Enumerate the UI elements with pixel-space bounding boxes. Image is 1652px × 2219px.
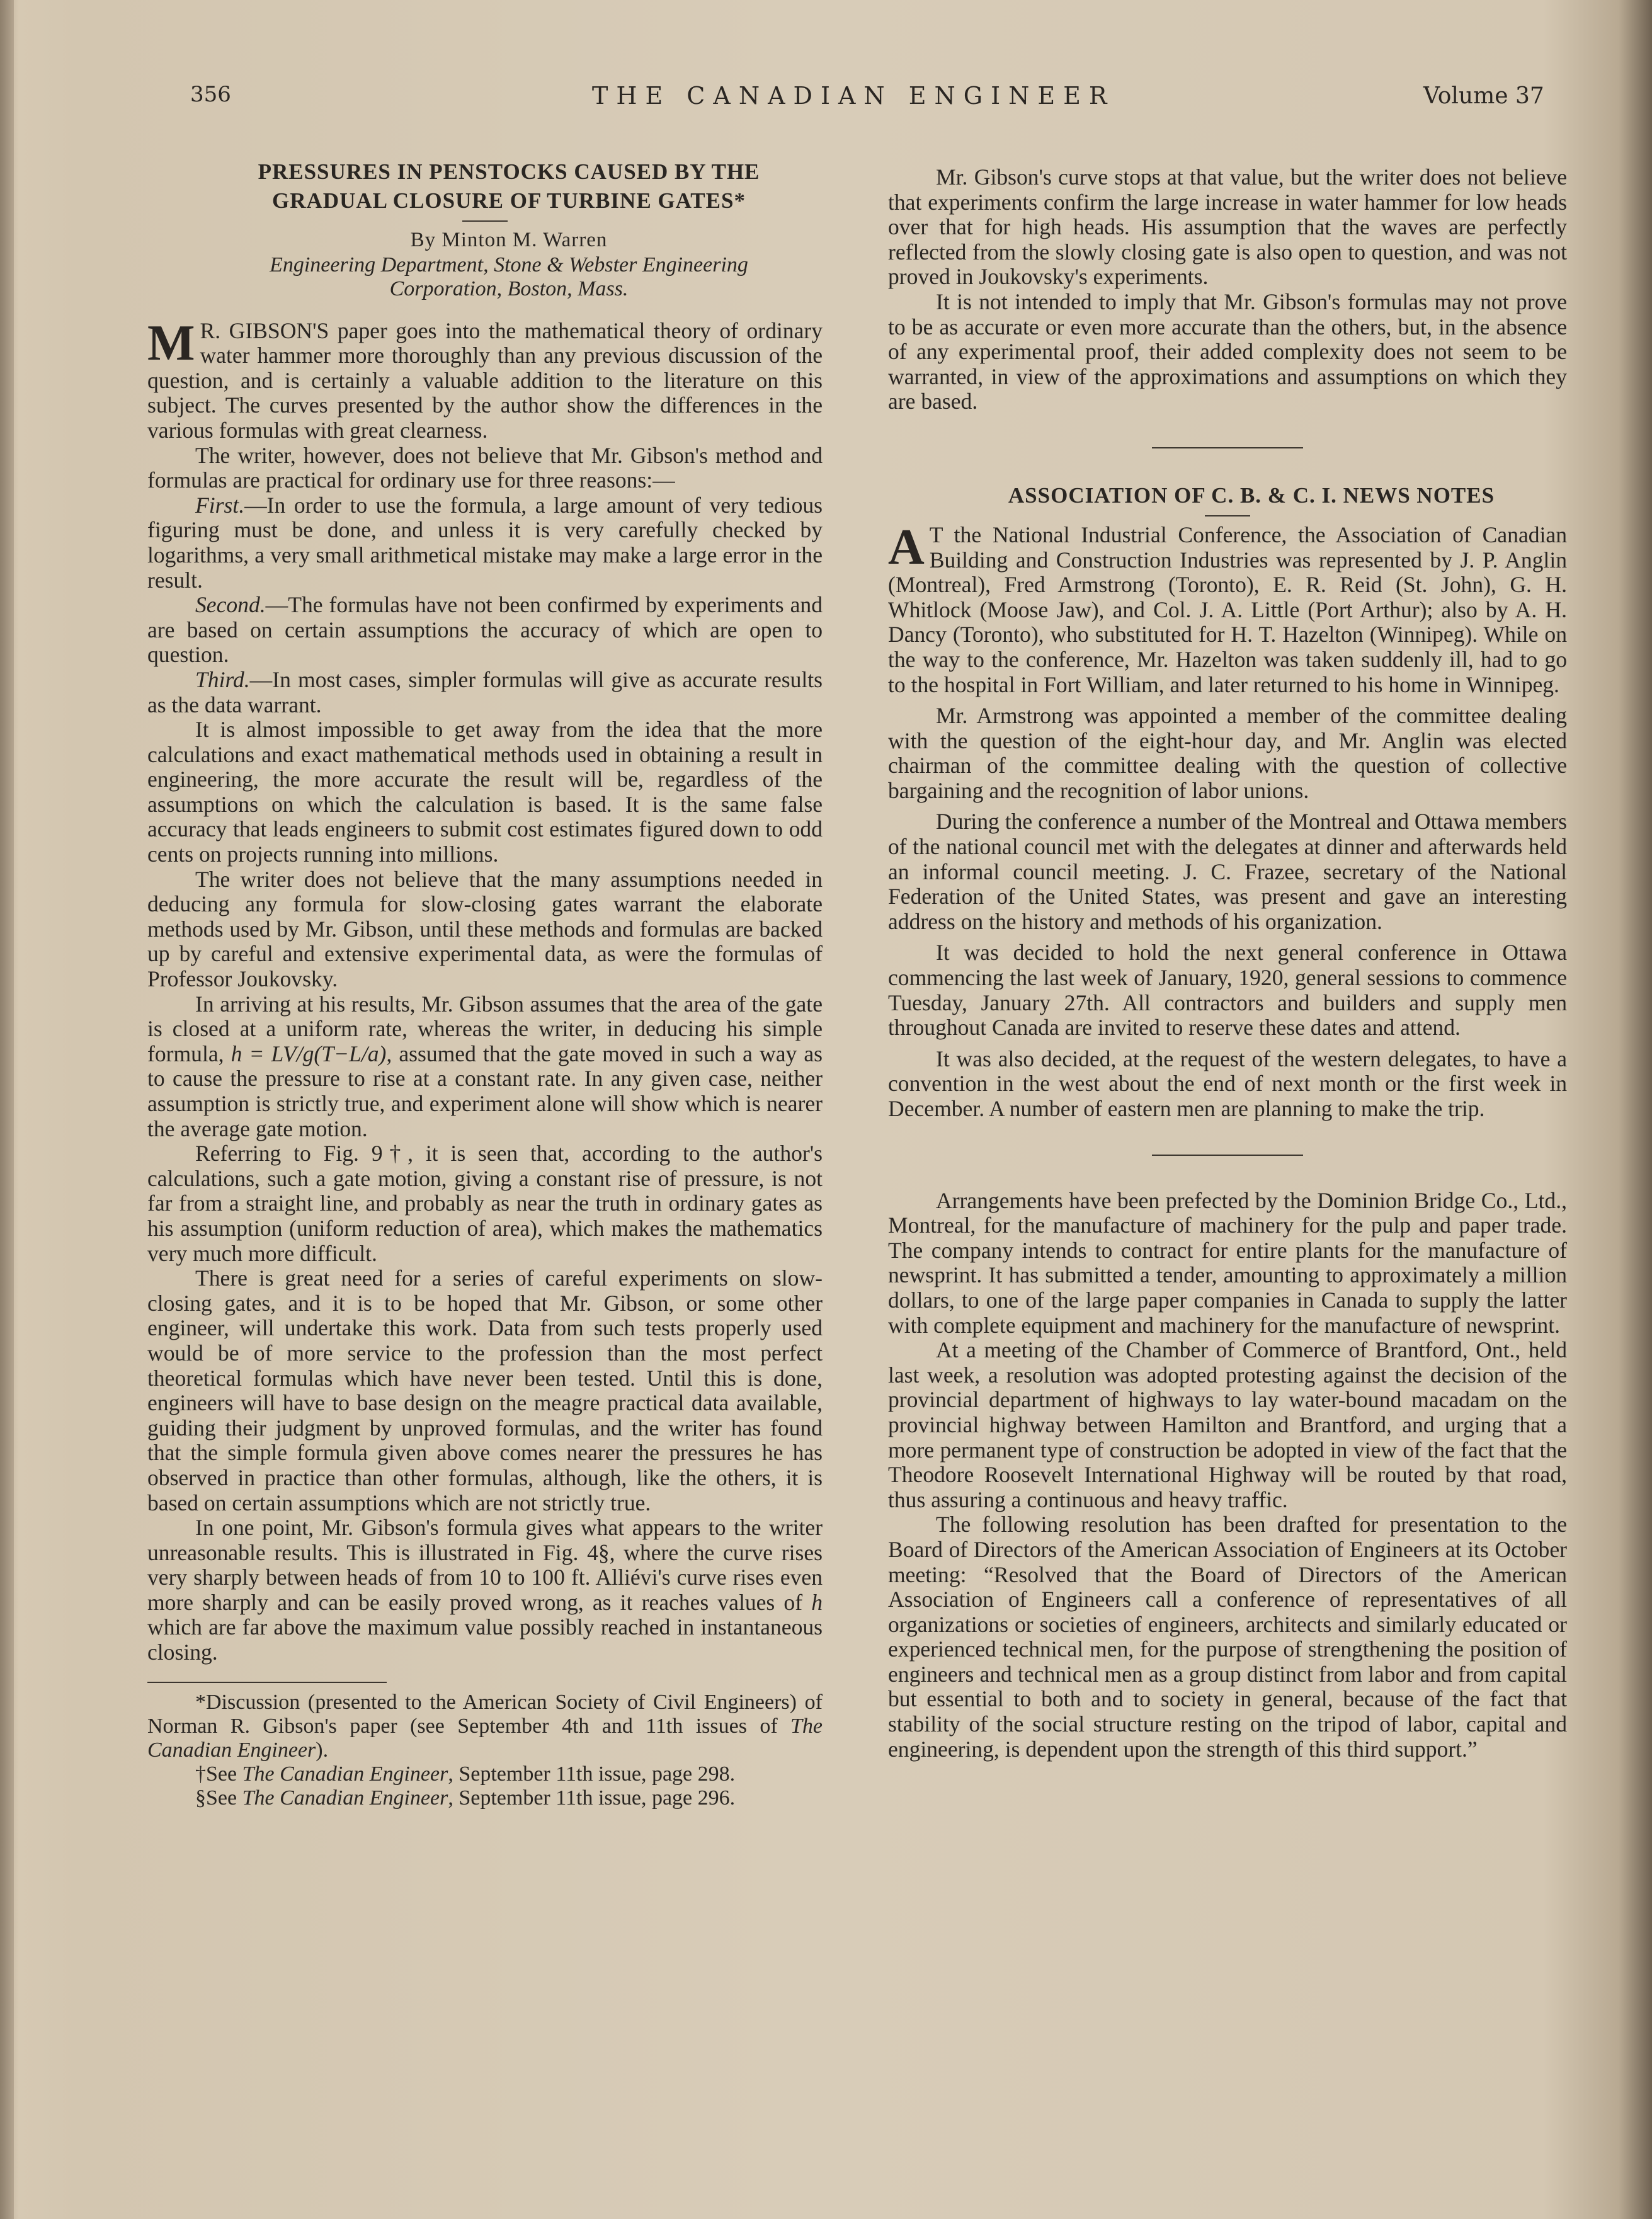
footnote (147, 1786, 823, 1810)
running-head (0, 82, 1652, 120)
paragraph-text: In arriving at his results, Mr. Gibson assumes that the area of the gate is closed at a uniform rate, whereas the writer, in deducing his simple formula, (147, 991, 823, 1066)
paragraph: The writer, however, does not believe that Mr. Gibson's method and formulas are practical for ordinary use for three reasons:— (147, 442, 823, 493)
footnote-divider (147, 1682, 387, 1683)
paragraph (147, 593, 823, 668)
footnote-text: *Discussion (presented to the American Society of Civil Engineers) of Norman R. Gibson's paper (see September 4th and 11th issues of (147, 1690, 823, 1738)
paragraph: It is not intended to imply that Mr. Gibson's formulas may not prove to be as accurate or even more accurate than the others, but, in the absence of any experimental proof, their added complexity does not seem to be warranted, in view of the approximations and assumptions on which they are based. (888, 288, 1567, 414)
paragraph-text: —In order to use the formula, a large amount of very tedious figuring must be done, and unless it is very carefully checked by logarithms, a very small arithmetical mistake may make a large error in the result. (147, 492, 823, 593)
article-title-line-2: GRADUAL CLOSURE OF TURBINE GATES* (272, 188, 746, 213)
enumeration-label: Second. (195, 592, 266, 618)
footnote-text: §See (195, 1786, 237, 1810)
footnotes (147, 1691, 823, 1810)
paragraph (147, 1515, 823, 1665)
drop-cap: M (147, 315, 195, 371)
footnote-text: , September 11th issue, page 296. (448, 1786, 736, 1810)
paragraph: There is great need for a series of careful experiments on slow-closing gates, and it is to be hoped that Mr. Gibson, or some other engineer, will undertake this work. Data from such tests properly used would be of more service to the profession than the most perfect theoretical formulas which have never been tested. Until this is done, engineers will have to base design on the meagre practical data available, guiding their judgment by unproved formulas, and the writer has found that the simple formula given above comes nearer the pressures he has observed in practice than other formulas, although, like the others, it is based on certain assumptions which are not strictly true. (147, 1265, 823, 1515)
paragraph: Mr. Armstrong was appointed a member of the committee dealing with the question of the eight-hour day, and Mr. Anglin was elected chairman of the committee dealing with the question of collective bargaining and the recognition of labor unions. (888, 703, 1567, 803)
paragraph-text: In one point, Mr. Gibson's formula gives what appears to the writer unreasonable results. This is illustrated in Fig. 4§, where the curve rises very sharply between heads of from 10 to 100 ft. Alliévi's curve rises even more sharply and can be easily proved wrong, as it reaches values of (147, 1515, 823, 1615)
paragraph-text: which are far above the maximum value possibly reached in instantaneous closing. (147, 1614, 823, 1665)
volume-label: Volume 37 (1423, 83, 1544, 109)
paragraph (888, 519, 1567, 697)
paragraph: It was decided to hold the next general conference in Ottawa commencing the last week of January, 1920, general sessions to commence Tuesday, January 27th. All contractors and builders and supply men throughout Canada are invited to reserve these dates and attend. (888, 940, 1567, 1041)
left-column (147, 157, 823, 1810)
section-divider (1152, 447, 1303, 448)
page-number: 356 (190, 82, 231, 107)
paragraph (147, 315, 823, 443)
journal-citation: The Canadian Engineer (242, 1762, 448, 1786)
paragraph: The following resolution has been drafted for presentation to the Board of Directors of the American Association of Engineers at its October meeting: “Resolved that the Board of Directors of the American Association of Engineers call a conference of representatives of all organizations or societies of engineers, architects and similarly educated or experienced technical men, for the purpose of strengthening the position of engineers and technical men as a group distinct from labor and from capital but essential to both and to society in general, because of the fact that stability of the social structure resting on the tripod of labor, capital and engineering, is dependent upon the strength of this third support.” (888, 1512, 1567, 1762)
paragraph (147, 668, 823, 717)
paragraph: Arrangements have been prefected by the Dominion Bridge Co., Ltd., Montreal, for the manufacture of machinery for the pulp and paper trade. The company intends to contract for entire plants for the manufacture of newsprint. It has submitted a tender, amounting to approximately a million dollars, to one of the large paper companies in Canada to supply the latter with complete equipment and machinery for the manufacture of newsprint. (888, 1187, 1567, 1338)
article-title-line-1: PRESSURES IN PENSTOCKS CAUSED BY THE (258, 159, 760, 184)
title-divider (462, 220, 508, 222)
drop-cap: A (888, 519, 925, 575)
footnote-text: , September 11th issue, page 298. (448, 1762, 736, 1786)
enumeration-label: Third. (195, 666, 250, 692)
formula: h = LV/g(T−L/a), (231, 1041, 392, 1066)
author-affiliation-line-1: Engineering Department, Stone & Webster Engineering (270, 253, 748, 277)
paragraph: During the conference a number of the Montreal and Ottawa members of the national council met with the delegates at dinner and afterwards held an informal council meeting. J. C. Frazee, secretary of the National Federation of the United States, was present and gave an interesting address on the history and methods of his organization. (888, 809, 1567, 934)
paragraph: Mr. Gibson's curve stops at that value, but the writer does not believe that experiments confirm the large increase in water hammer for low heads over that for high heads. His assumption that the waves are perfectly reflected from the slowly closing gate is also open to question, and was not proved in Joukovsky's experiments. (888, 164, 1567, 290)
author-byline: By Minton M. Warren (410, 229, 608, 251)
paragraph-text: —In most cases, simpler formulas will give as accurate results as the data warrant. (147, 666, 823, 717)
author-affiliation-line-2: Corporation, Boston, Mass. (389, 277, 629, 300)
paragraph-text: T the National Industrial Conference, the Association of Canadian Building and Construction Industries was represented by J. P. Anglin (Montreal), Fred Armstrong (Toronto), E. R. Reid (St. John), G. H. Whitlock (Moose Jaw), and Col. J. A. Little (Port Arthur); also by A. H. Dancy (Toronto), who substituted for H. T. Hazelton (Winnipeg). While on the way to the conference, Mr. Hazelton was taken suddenly ill, had to go to the hospital in Fort William, and later returned to his home in Winnipeg. (888, 522, 1567, 697)
footnote (147, 1762, 823, 1786)
paragraph-text: —The formulas have not been confirmed by experiments and are based on certain assumptions the accuracy of which are open to question. (147, 592, 823, 668)
journal-citation: The Canadian Engineer (147, 1714, 823, 1762)
footnote-text: †See (195, 1762, 237, 1786)
journal-citation: The Canadian Engineer (242, 1786, 448, 1810)
footnote (147, 1691, 823, 1762)
variable: h (811, 1589, 823, 1615)
paragraph: At a meeting of the Chamber of Commerce of Brantford, Ont., held last week, a resolution was adopted protesting against the decision of the provincial department of highways to lay water-bound macadam on the provincial highway between Hamilton and Brantford, and urging that a more permanent type of construction be adopted in view of the fact that the Theodore Roosevelt International Highway will be routed by that road, thus assuring a continuous and heavy traffic. (888, 1337, 1567, 1512)
paragraph: It was also decided, at the request of the western delegates, to have a convention in the west about the end of next month or the first week in December. A number of eastern men are planning to make the trip. (888, 1046, 1567, 1121)
footnote-text: ). (316, 1738, 329, 1762)
paragraph: It is almost impossible to get away from the idea that the more calculations and exact mathematical methods used in obtaining a result in engineering, the more accurate the result will be, regardless of the assumptions on which the calculation is based. It is the same false accuracy that leads engineers to submit cost estimates figured down to odd cents on projects running into millions. (147, 717, 823, 867)
paragraph-text: assumed that the gate moved in such a way as to cause the pressure to rise at a constant rate. In any given case, neither assumption is strictly true, and experiment alone will show which is nearer the average gate motion. (147, 1041, 823, 1141)
paragraph: The writer does not believe that the many assumptions needed in deducing any formula for slow-closing gates warrant the elaborate methods used by Mr. Gibson, until these methods and formulas are backed up by careful and extensive experimental data, as were the formulas of Professor Joukovsky. (147, 866, 823, 992)
enumeration-label: First. (195, 492, 245, 518)
section-divider (1152, 1155, 1303, 1156)
paragraph (147, 493, 823, 593)
paragraph: Referring to Fig. 9†, it is seen that, according to the author's calculations, such a gate motion, giving a constant rise of pressure, is not far from a straight line, and probably as near the truth in ordinary gates as his assumption (uniform reduction of area), which makes the mathematics very much more difficult. (147, 1141, 823, 1266)
right-column (888, 165, 1567, 1762)
title-divider (1205, 515, 1250, 516)
section-title: ASSOCIATION OF C. B. & C. I. NEWS NOTES (1008, 482, 1495, 508)
paragraph (147, 992, 823, 1142)
page-binding-edge (0, 0, 14, 2219)
paragraph-text: R. GIBSON'S paper goes into the mathematical theory of ordinary water hammer more thoroughly than any previous discussion of the question, and is certainly a valuable addition to the literature on this subject. The curves presented by the author show the differences in the various formulas with great clearness. (147, 317, 823, 443)
journal-title: THE CANADIAN ENGINEER (592, 82, 1115, 110)
